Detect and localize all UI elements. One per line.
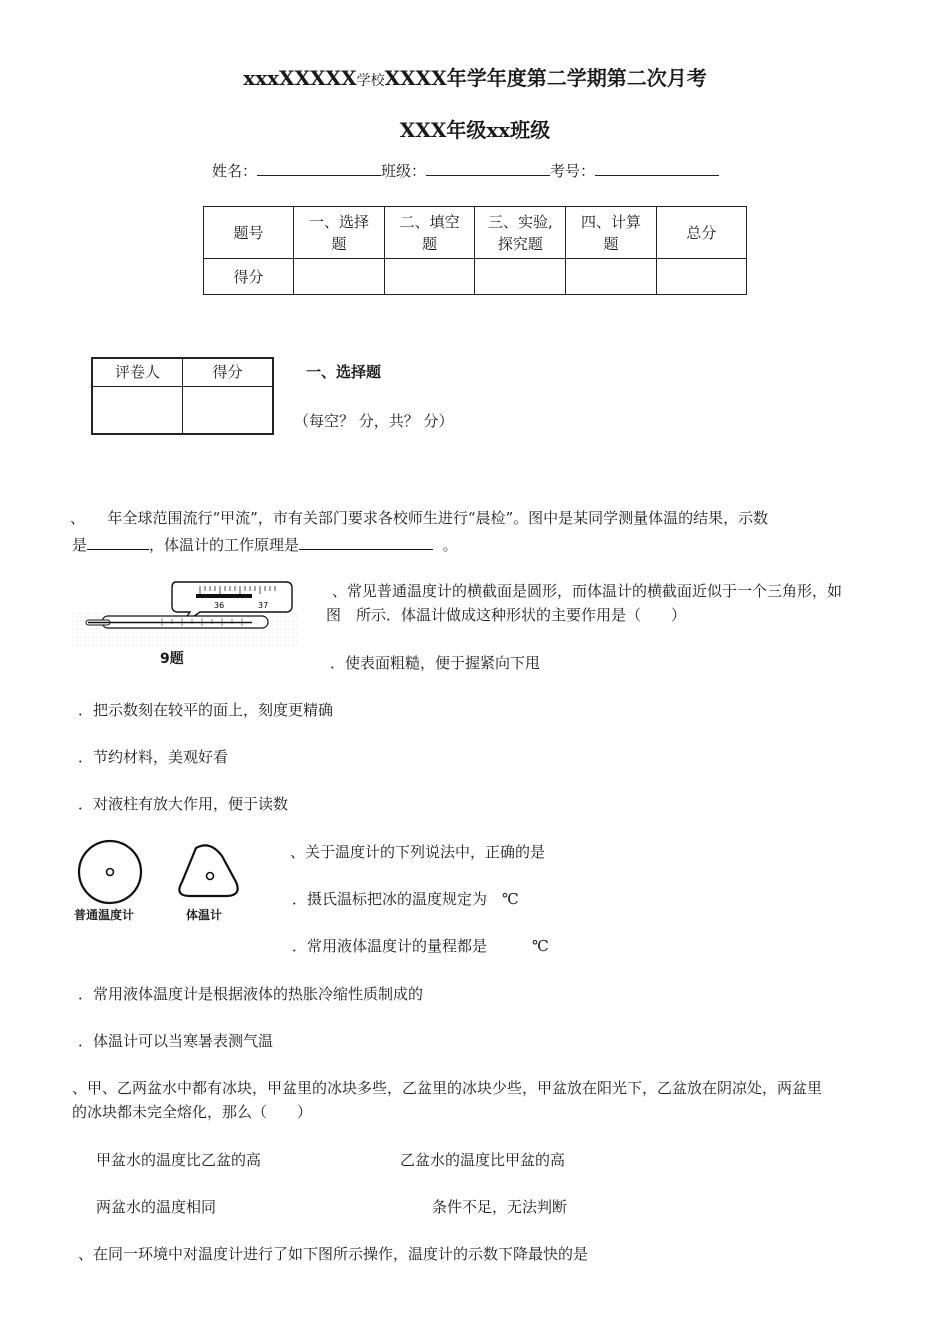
- score-cell[interactable]: [566, 259, 657, 295]
- score-header-cell: 总分: [656, 207, 746, 259]
- question-4-option-d[interactable]: 条件不足，无法判断: [432, 1198, 568, 1216]
- grader-score-cell[interactable]: [183, 386, 274, 434]
- question-2-option-d[interactable]: ．对液柱有放大作用，便于读数: [78, 795, 289, 813]
- answer-blank[interactable]: [87, 535, 149, 550]
- question-2-line2: 图 所示．体温计做成这种形状的主要作用是（ ）: [326, 606, 687, 624]
- grader-cell[interactable]: [92, 386, 183, 434]
- question-3-option-c[interactable]: ．常用液体温度计是根据液体的热胀冷缩性质制成的: [78, 985, 424, 1003]
- figure-9-label: 9题: [160, 651, 184, 667]
- section-heading: 一、选择题: [306, 363, 382, 381]
- score-cell[interactable]: [294, 259, 385, 295]
- title-part1: xxxXXXXX: [243, 66, 357, 90]
- question-3-option-a[interactable]: ．摄氏温标把冰的温度规定为 ℃: [292, 890, 519, 908]
- question-3-option-d[interactable]: ．体温计可以当寒暑表测气温: [78, 1032, 274, 1050]
- grader-label: 评卷人: [92, 358, 183, 386]
- question-5-stem: 、在同一环境中对温度计进行了如下图所示操作，温度计的示数下降最快的是: [78, 1245, 589, 1263]
- exam-title: [0, 62, 950, 91]
- question-4-option-c[interactable]: 两盆水的温度相同: [96, 1198, 217, 1216]
- section-note: （每空？ 分，共？ 分）: [294, 412, 454, 430]
- score-cell[interactable]: [475, 259, 566, 295]
- score-header-cell: 三、实验, 探究题: [475, 207, 566, 259]
- title-part2: XXXX年学年度第二学期第二次月考: [384, 66, 707, 90]
- cross-section-figure: [72, 838, 272, 928]
- normal-thermometer-label: 普通温度计: [74, 908, 135, 922]
- score-header-cell: 二、填空 题: [384, 207, 475, 259]
- score-header-cell: 四、计算 题: [566, 207, 657, 259]
- question-2-line1: 、常见普通温度计的横截面是圆形，而体温计的横截面近似于一个三角形，如: [332, 582, 843, 600]
- question-4-option-a[interactable]: 甲盆水的温度比乙盆的高: [96, 1151, 262, 1169]
- question-4-line2: 的冰块都未完全熔化，那么（ ）: [72, 1103, 313, 1121]
- tick-36-label: 36: [214, 601, 225, 610]
- score-header-cell: 题号: [204, 207, 294, 259]
- answer-blank[interactable]: [299, 535, 433, 550]
- question-1-line2: 是 ，体温计的工作原理是 。: [72, 536, 458, 554]
- thermometer-illustration: [72, 576, 298, 668]
- exam-no-label: 考号：: [550, 162, 596, 180]
- score-header-cell: 一、选择 题: [294, 207, 385, 259]
- tick-37-label: 37: [258, 601, 269, 610]
- grader-score-label: 得分: [183, 358, 274, 386]
- question-4-option-b[interactable]: 乙盆水的温度比甲盆的高: [400, 1151, 566, 1169]
- student-info-line: [212, 160, 719, 181]
- class-label: 班级：: [381, 162, 427, 180]
- thermometer-figure: [72, 576, 298, 668]
- question-3-option-b[interactable]: ．常用液体温度计的量程都是 ℃: [292, 937, 549, 955]
- question-3-stem: 、关于温度计的下列说法中，正确的是: [290, 843, 546, 861]
- score-row-label: 得分: [204, 259, 294, 295]
- exam-subtitle: XXX年级xx班级: [399, 118, 551, 142]
- class-blank[interactable]: [426, 163, 550, 176]
- clinical-thermometer-label: 体温计: [186, 908, 223, 922]
- score-table-header-row: [204, 207, 747, 259]
- triangular-cross-section: [179, 845, 237, 896]
- question-1-line1: 、 年全球范围流行“甲流”，市有关部门要求各校师生进行“晨检”。图中是某同学测量体温的结果，示数: [70, 509, 769, 527]
- grader-table: [91, 357, 274, 435]
- cross-section-illustration: [72, 838, 272, 908]
- title-school: 学校: [356, 73, 385, 89]
- score-table: [203, 206, 747, 295]
- name-blank[interactable]: [257, 163, 381, 176]
- score-cell[interactable]: [384, 259, 475, 295]
- score-cell[interactable]: [656, 259, 746, 295]
- exam-no-blank[interactable]: [595, 163, 719, 176]
- question-2-option-b[interactable]: ．把示数刻在较平的面上，刻度更精确: [78, 701, 334, 719]
- name-label: 姓名：: [212, 162, 258, 180]
- question-2-option-a[interactable]: ．使表面粗糙，便于握紧向下甩: [330, 654, 541, 672]
- score-table-score-row: [204, 259, 747, 295]
- question-4-line1: 、甲、乙两盆水中都有冰块，甲盆里的冰块多些，乙盆里的冰块少些，甲盆放在阳光下，乙盆放在阴凉处，两盆里: [72, 1079, 823, 1097]
- question-2-option-c[interactable]: ．节约材料，美观好看: [78, 748, 229, 766]
